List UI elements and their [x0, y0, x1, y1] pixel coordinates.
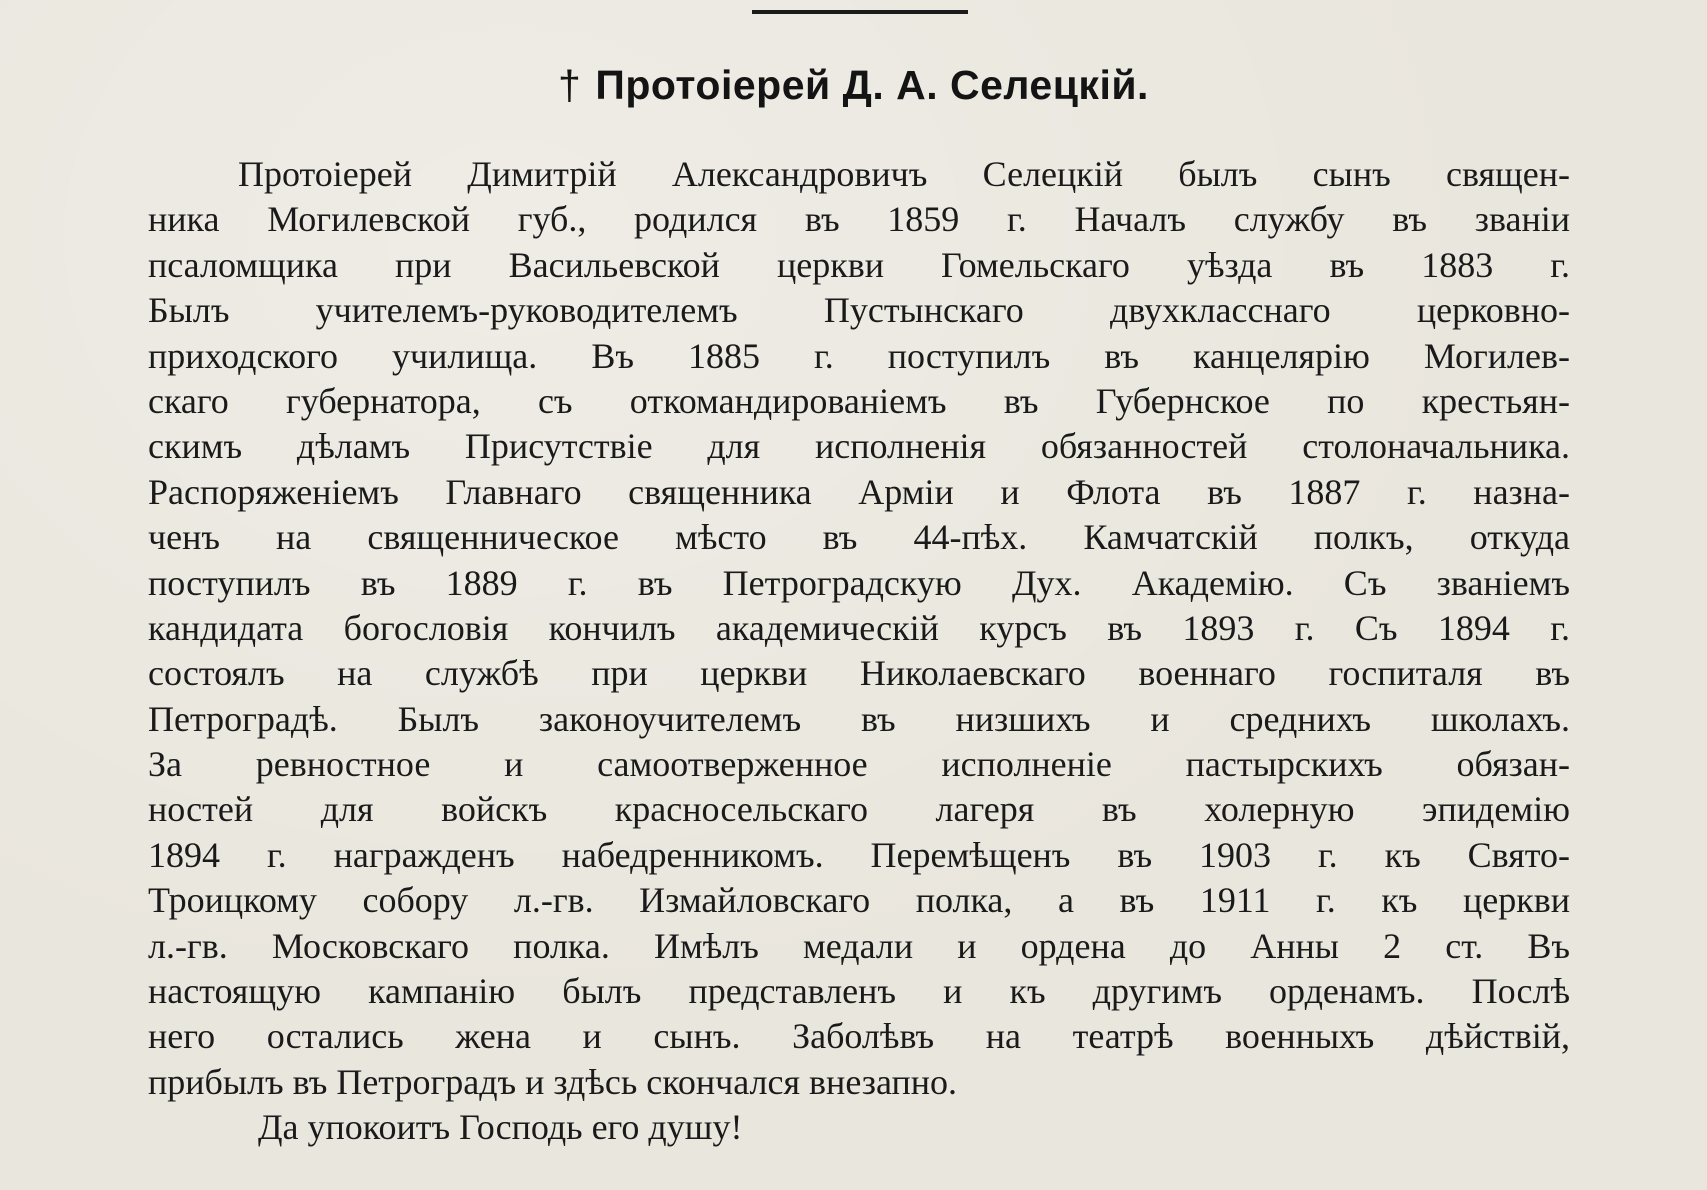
text-line: Протоіерей Димитрій Александровичъ Селецкій былъ сынъ священ-	[238, 154, 1570, 194]
text-line: ченъ на священническое мѣсто въ 44-пѣх. Камчатскій полкъ, откуда	[148, 517, 1570, 558]
text-line: ностей для войскъ красносельскаго лагеря въ холерную эпидемію	[148, 789, 1570, 830]
closing-line: Да упокоитъ Господь его душу!	[258, 1107, 743, 1148]
text-line: прибылъ въ Петроградъ и здѣсь скончался внезапно.	[148, 1061, 957, 1102]
cross-symbol: †	[558, 62, 582, 108]
text-line: приходского училища. Въ 1885 г. поступилъ въ канцелярію Могилев-	[148, 335, 1570, 376]
page-title	[0, 62, 1707, 109]
text-line: кандидата богословія кончилъ академическій курсъ въ 1893 г. Съ 1894 г.	[148, 607, 1570, 648]
text-line: поступилъ въ 1889 г. въ Петроградскую Дух. Академію. Съ званіемъ	[148, 562, 1570, 603]
text-line: скаго губернатора, съ откомандированіемъ въ Губернское по крестьян-	[148, 380, 1570, 421]
text-line: Троицкому собору л.-гв. Измайловскаго полка, а въ 1911 г. къ церкви	[148, 880, 1570, 921]
text-line: ника Могилевской губ., родился въ 1859 г. Началъ службу въ званіи	[148, 199, 1570, 240]
text-line: него остались жена и сынъ. Заболѣвъ на театрѣ военныхъ дѣйствій,	[148, 1016, 1570, 1057]
title-text: Протоіерей Д. А. Селецкій.	[595, 62, 1149, 108]
text-line: 1894 г. награжденъ набедренникомъ. Перемѣщенъ въ 1903 г. къ Свято-	[148, 834, 1570, 875]
text-line: псаломщика при Васильевской церкви Гомельскаго уѣзда въ 1883 г.	[148, 244, 1570, 285]
text-line: л.-гв. Московскаго полка. Имѣлъ медали и ордена до Анны 2 ст. Въ	[148, 925, 1570, 966]
top-divider	[752, 10, 968, 14]
text-line: За ревностное и самоотверженное исполненіе пастырскихъ обязан-	[148, 744, 1570, 785]
text-line: Распоряженіемъ Главнаго священника Арміи и Флота въ 1887 г. назна-	[148, 471, 1570, 512]
text-line: Былъ учителемъ-руководителемъ Пустынскаго двухкласснаго церковно-	[148, 290, 1570, 331]
text-line: скимъ дѣламъ Присутствіе для исполненія обязанностей столоначальника.	[148, 426, 1570, 467]
text-line: настоящую кампанію былъ представленъ и къ другимъ орденамъ. Послѣ	[148, 971, 1570, 1012]
obituary-text	[148, 152, 1570, 1151]
text-line: Петроградѣ. Былъ законоучителемъ въ низшихъ и среднихъ школахъ.	[148, 698, 1570, 739]
text-line: состоялъ на службѣ при церкви Николаевскаго военнаго госпиталя въ	[148, 653, 1570, 694]
